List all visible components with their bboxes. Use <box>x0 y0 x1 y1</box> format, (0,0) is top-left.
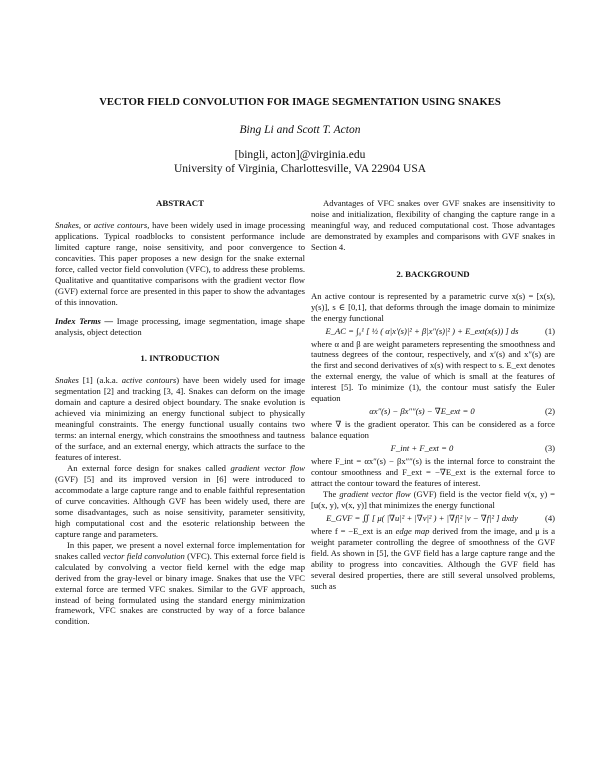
left-column <box>55 198 305 627</box>
background-paragraph-3: where ∇ is the gradient operator. This can be considered as a force balance equation <box>311 419 555 441</box>
abstract-heading: ABSTRACT <box>156 198 204 208</box>
background-paragraph-2: where α and β are weight parameters representing the smoothness and tautness degrees of the contour, respectively, and x′(s) and x″(s) are the first and second derivatives of x(s) with respect to s. E_ext denotes the external energy, the value of which is small at the features of interest [5]. To minimize (1), the contour must satisfy the Euler equation <box>311 338 555 404</box>
intro-paragraph-2: An external force design for snakes called gradient vector flow (GVF) [5] and its improved version in [6] were introduced to accommodate a large capture range and to enable faithful representation of curve concavities. Although GVF has been widely used, there are some disadvantages, such as noise sensitivity, parameter sensitivity, high computational cost and the esoteric relationship between the capture range and parameters. <box>55 463 305 539</box>
right-column <box>311 198 555 592</box>
author-affiliation: University of Virginia, Charlottesville, VA 22904 USA <box>173 163 427 175</box>
background-paragraph-5: The gradient vector flow (GVF) field is the vector field v(x, y) = [u(x, y), v(x, y)] that minimizes the energy functional <box>311 488 556 510</box>
author-email: [bingli, acton]@virginia.edu <box>234 149 366 161</box>
background-paragraph-6: where f = −E_ext is an edge map derived from the image, and μ is a weight parameter controlling the degree of smoothness of the GVF field. As shown in [5], the GVF field has a large capture range and the ability to progress into concavities. Although the GVF field has several desired properties, there are still several unsolved problems, such as <box>311 525 556 591</box>
paper-title: VECTOR FIELD CONVOLUTION FOR IMAGE SEGMENTATION USING SNAKES <box>99 97 501 108</box>
equation-2: αx″(s) − βx″″(s) − ∇E_ext = 0 (2) <box>369 406 555 417</box>
intro-paragraph-1: Snakes [1] (a.k.a. active contours) have been widely used for image segmentation [2] and tracking [3, 4]. Snakes can deform on the image domain and capture a desired object boundary. The snake evolution is achieved via minimizing an energy functional subject to physically meaningful constraints. The energy functional usually contains two terms: an internal energy, which constrains the smoothness and tautness of the surface, and an external energy, which attracts the surface to the features of interest. <box>55 375 306 463</box>
background-heading: 2. BACKGROUND <box>396 268 470 279</box>
background-paragraph-1: An active contour is represented by a parametric curve x(s) = [x(s), y(s)], s ∈ [0,1], that deforms through the image domain to minimize the energy functional <box>311 290 555 323</box>
equation-3: F_int + F_ext = 0 (3) <box>390 443 555 454</box>
abstract-text: Snakes, or active contours, have been widely used in image processing applications. Typical roadblocks to consistent performance include limited capture range, noise sensitivity, and poor convergence to concavities. This paper proposes a new design for the snake external force, called vector field convolution (VFC), to address these problems. Qualitative and quantitative comparisons with the gradient vector flow (GVF) external force are presented in this paper to show the advantages of this innovation. <box>55 219 305 307</box>
paper-authors: Bing Li and Scott T. Acton <box>239 124 361 136</box>
background-paragraph-4: where F_int = αx″(s) − βx″″(s) is the internal force to constraint the contour smoothness and F_ext = −∇E_ext is the external force to attract the contour toward the features of interest. <box>311 456 555 488</box>
index-terms: Index Terms — Image processing, image segmentation, image shape analysis, object detection <box>55 315 305 337</box>
advantages-paragraph: Advantages of VFC snakes over GVF snakes are insensitivity to noise and initialization, flexibility of changing the capture range in a meaningful way, and reduced computational cost. Those advantages are demonstrated by examples and comparisons with GVF snakes in Section 4. <box>311 198 555 252</box>
equation-1: E_AC = ∫₀¹ [ ½ ( α|x′(s)|² + β|x″(s)|² ) + E_ext(x(s)) ] ds (1) <box>325 325 555 336</box>
intro-heading: 1. INTRODUCTION <box>140 353 220 364</box>
intro-paragraph-3: In this paper, we present a novel external force implementation for snakes called vector field convolution (VFC). This external force field is calculated by convolving a vector field kernel with the edge map derived from the gray-level or binary image. Snakes that use the VFC external force are termed VFC snakes. Similar to the GVF approach, instead of being formulated using the standard energy minimization framework, VFC snakes are constructed by way of a force balance condition. <box>55 539 306 627</box>
equation-4: E_GVF = ∬ [ μ( |∇u|² + |∇v|² ) + |∇f|² |v − ∇f|² ] dxdy (4) <box>326 512 555 523</box>
